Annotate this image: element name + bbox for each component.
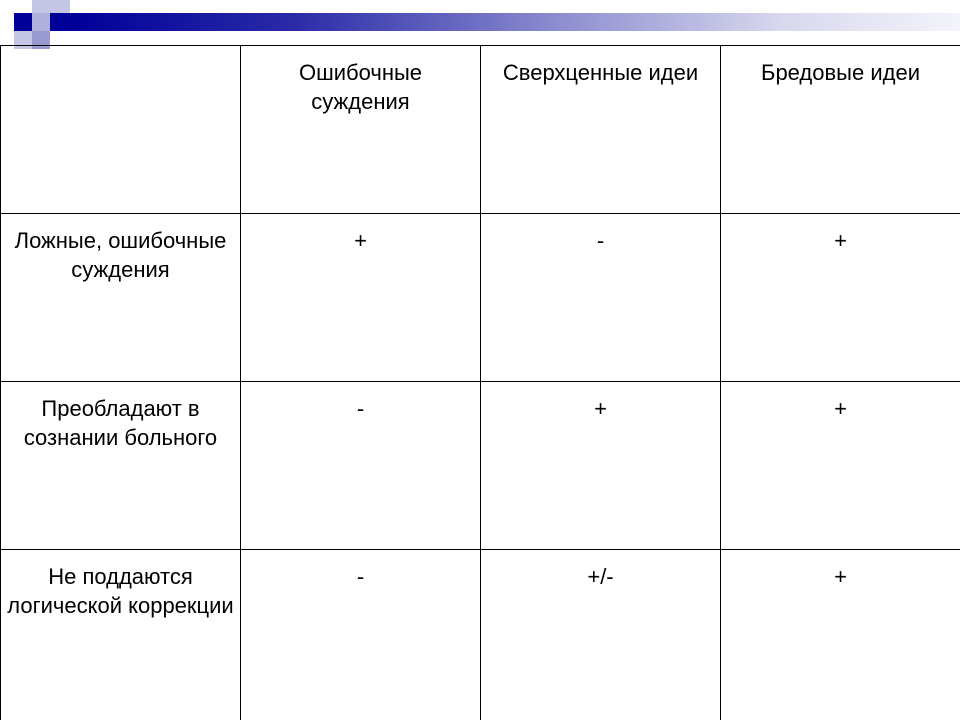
table-header-row xyxy=(1,46,960,214)
decor-square xyxy=(50,13,70,31)
table-cell: - xyxy=(481,214,721,382)
table-cell: - xyxy=(241,382,481,550)
corner-cell xyxy=(1,46,241,214)
column-header-overvalued-ideas: Сверхценные идеи xyxy=(481,46,721,214)
decor-square xyxy=(14,13,32,31)
table-cell: +/- xyxy=(481,550,721,720)
row-label: Не поддаются логической коррекции xyxy=(1,550,241,720)
table-row xyxy=(1,382,960,550)
column-header-erroneous-judgments: Ошибочные суждения xyxy=(241,46,481,214)
decor-square xyxy=(50,0,70,13)
table-row xyxy=(1,214,960,382)
table-row xyxy=(1,550,960,720)
row-label: Преобладают в сознании больного xyxy=(1,382,241,550)
table-cell: + xyxy=(721,382,960,550)
comparison-table xyxy=(0,45,960,720)
table-cell: + xyxy=(721,550,960,720)
column-header-delusional-ideas: Бредовые идеи xyxy=(721,46,960,214)
table-cell: + xyxy=(481,382,721,550)
decor-square xyxy=(32,0,50,13)
table-cell: - xyxy=(241,550,481,720)
table-cell: + xyxy=(241,214,481,382)
header-band xyxy=(70,13,960,31)
row-label: Ложные, ошибочные суждения xyxy=(1,214,241,382)
table-cell: + xyxy=(721,214,960,382)
decor-square xyxy=(32,13,50,31)
